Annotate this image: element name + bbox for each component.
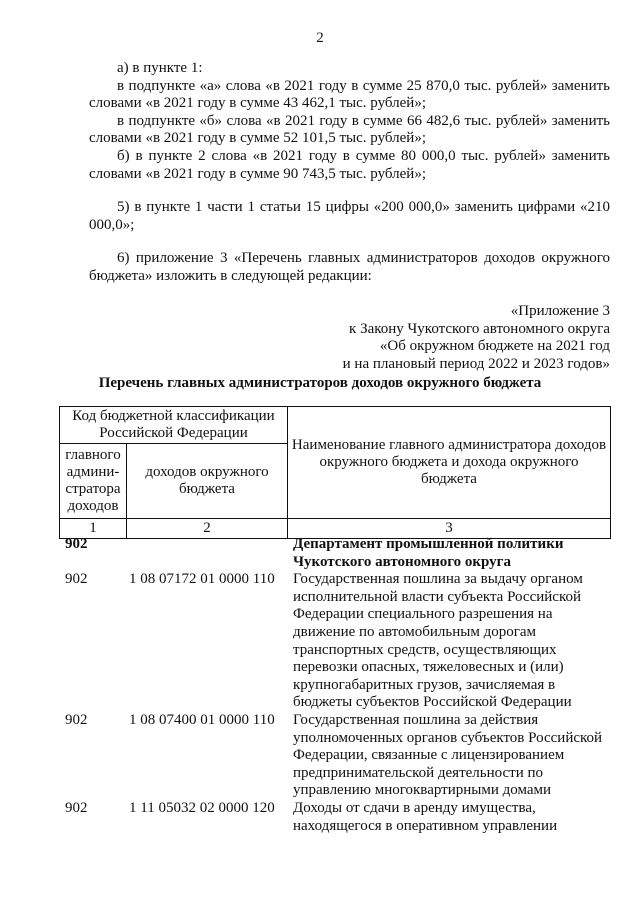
admin-code: 902 (65, 799, 88, 816)
table-title: Перечень главных администраторов доходов окружного бюджета (98, 375, 542, 391)
table-header (59, 406, 611, 539)
name-header: Наименование главного администратора доходов окружного бюджета и дохода окружного бюджета (288, 407, 611, 519)
income-code: 1 08 07172 01 0000 110 (129, 571, 275, 588)
admin-code: 902 (65, 536, 88, 552)
admin-code: 902 (65, 571, 88, 588)
paragraph-a: а) в пункте 1: (117, 60, 203, 76)
income-code: 1 11 05032 02 0000 120 (129, 799, 275, 816)
paragraph-subpoint-a: в подпункте «а» слова «в 2021 году в сумме 25 870,0 тыс. рублей» заменить словами «в 2021 году в сумме 43 462,1 тыс. рублей»; (89, 77, 610, 112)
amendments-text (89, 60, 610, 286)
appendix-header (280, 303, 610, 373)
column-number: 3 (288, 519, 611, 539)
income-name: Государственная пошлина за действия уполномоченных органов субъектов Российской Федерации, связанные с лицензированием предпринимательской деятельности по управлению многоквартирными домами (293, 711, 603, 799)
table-row (59, 571, 611, 712)
income-code: 1 08 07400 01 0000 110 (129, 711, 275, 728)
appendix-line: «Об окружном бюджете на 2021 год (379, 338, 610, 355)
table-row (59, 712, 611, 800)
table-body (59, 536, 611, 835)
appendix-line: к Закону Чукотского автономного округа (349, 320, 610, 337)
admin-code: 902 (65, 711, 88, 728)
income-name: Государственная пошлина за выдачу органом исполнительной власти субъекта Российской Федерации специального разрешения на движение по автомобильным дорогам транспортных средств, осуществляющих перевозки опасных, тяжеловесных и (или) крупногабаритных грузов, зачисляемая в бюджеты субъектов Российской Федерации (293, 571, 583, 711)
income-name: Департамент промышленной политики Чукотского автономного округа (293, 536, 564, 570)
paragraph-5: 5) в пункте 1 части 1 статьи 15 цифры «200 000,0» заменить цифрами «210 000,0»; (89, 199, 610, 233)
table-row (59, 800, 611, 835)
appendix-line: и на плановый период 2022 и 2023 годов» (342, 355, 610, 372)
paragraph-6: 6) приложение 3 «Перечень главных администраторов доходов окружного бюджета» изложить в следующей редакции: (89, 250, 610, 284)
column-number: 1 (60, 519, 127, 539)
code-group-header: Код бюджетной классификации Российской Федерации (60, 407, 288, 444)
income-code-header: доходов окружного бюджета (127, 444, 288, 519)
paragraph-b: б) в пункте 2 слова «в 2021 году в сумме 80 000,0 тыс. рублей» заменить словами «в 2021 году в сумме 90 743,5 тыс. рублей»; (89, 147, 610, 182)
page-number: 2 (316, 30, 324, 46)
column-number: 2 (127, 519, 288, 539)
paragraph-subpoint-b: в подпункте «б» слова «в 2021 году в сумме 66 482,6 тыс. рублей» заменить словами «в 2021 году в сумме 52 101,5 тыс. рублей»; (89, 112, 610, 147)
admin-code-header: главного админи-стратора доходов (60, 444, 127, 519)
table-row (59, 536, 611, 571)
income-name: Доходы от сдачи в аренду имущества, находящегося в оперативном управлении (293, 799, 558, 834)
appendix-line: «Приложение 3 (510, 303, 610, 319)
